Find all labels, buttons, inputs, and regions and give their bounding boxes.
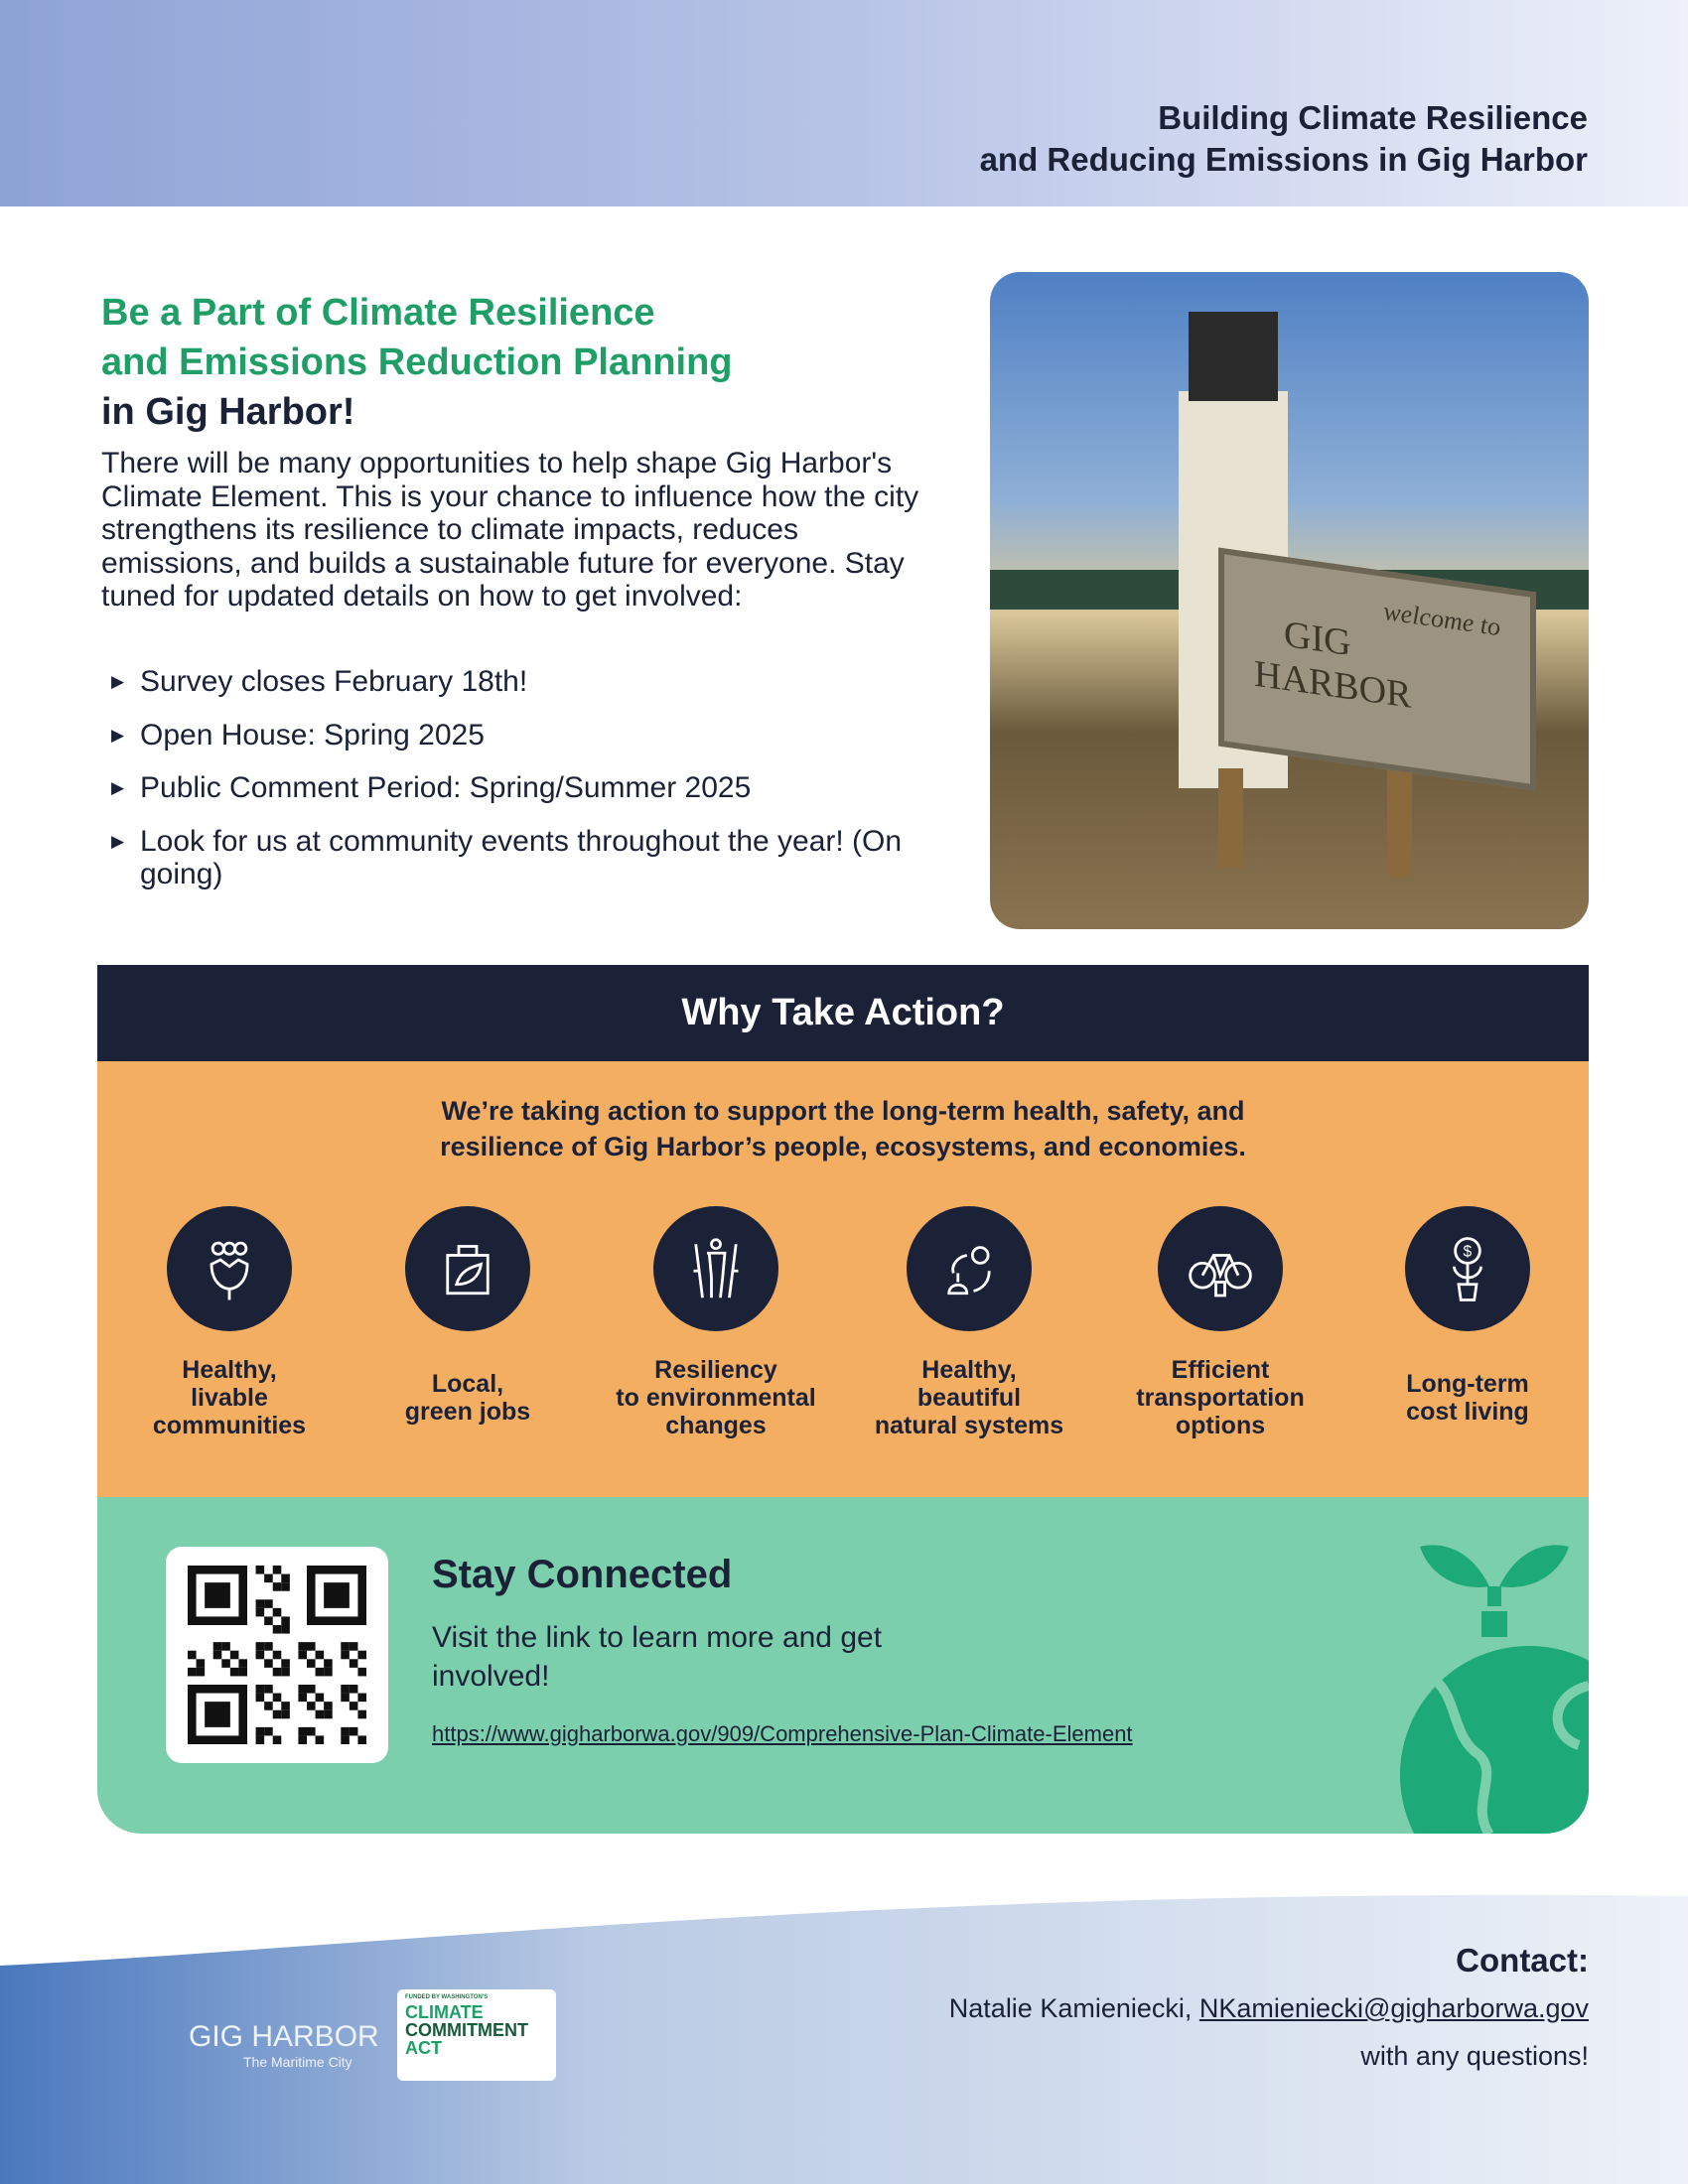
sign-text: HARBOR <box>1254 652 1412 717</box>
list-item-text: Survey closes February 18th! <box>140 665 528 698</box>
sign-text: welcome to <box>1383 596 1500 642</box>
svg-text:$: $ <box>1463 1243 1473 1261</box>
nature-cycle-icon <box>907 1206 1032 1331</box>
lighthouse-lantern <box>1189 312 1278 401</box>
contact-label: Contact: <box>1456 1942 1589 1979</box>
benefit-label: Healthy, livable communities <box>152 1356 307 1439</box>
list-item <box>111 825 935 891</box>
logo-subtext: The Maritime City <box>243 2054 352 2070</box>
stay-connected-title: Stay Connected <box>432 1553 733 1596</box>
triangle-bullet-icon: ▶ <box>111 725 125 745</box>
intro-paragraph: There will be many opportunities to help shape Gig Harbor's Climate Element. This is your chance to influence how the city strengthens its resilience to climate impacts, reduces emissions, and builds a sustainable future for everyone. Stay tuned for updated details on how to get involved: <box>101 447 919 613</box>
contact-email-link[interactable]: NKamieniecki@gigharborwa.gov <box>1198 1993 1589 2023</box>
logo-text: FUNDED BY WASHINGTON'S <box>405 1994 489 2000</box>
benefit-label: Local, green jobs <box>404 1370 531 1426</box>
triangle-bullet-icon: ▶ <box>111 672 125 691</box>
contact-line <box>949 1993 1589 2024</box>
community-flower-icon <box>167 1206 292 1331</box>
climate-commitment-act-logo <box>397 1989 556 2081</box>
contact-name: Natalie Kamieniecki, <box>948 1993 1193 2023</box>
contact-questions: with any questions! <box>1360 2041 1589 2071</box>
heading-line3: in Gig Harbor! <box>101 391 355 433</box>
post <box>1387 768 1412 878</box>
header-title-line1: Building Climate Resilience <box>1158 99 1588 136</box>
heading-line1: Be a Part of Climate Resilience <box>101 292 655 334</box>
logo-text: ACT <box>405 2038 442 2058</box>
stay-connected-text: Visit the link to learn more and get involved! <box>432 1621 883 1693</box>
event-list <box>111 665 935 911</box>
list-item <box>111 665 935 699</box>
lighthouse-photo <box>990 272 1589 929</box>
header-banner <box>0 0 1688 206</box>
benefit-item <box>110 1206 349 1442</box>
climate-element-link[interactable]: https://www.gigharborwa.gov/909/Comprehensive-Plan-Climate-Element <box>432 1721 1133 1746</box>
why-title: Why Take Action? <box>97 965 1589 1061</box>
benefit-item <box>1101 1206 1339 1442</box>
gig-harbor-logo <box>99 2020 379 2070</box>
benefit-item <box>850 1206 1088 1442</box>
logo-text: COMMITMENT <box>405 2020 528 2040</box>
benefit-label: Long-term cost living <box>1406 1370 1529 1426</box>
qr-code-icon <box>188 1566 366 1744</box>
heading-line2: and Emissions Reduction Planning <box>101 341 733 383</box>
stay-connected-section <box>97 1497 1589 1834</box>
list-item-text: Public Comment Period: Spring/Summer 2025 <box>140 771 752 804</box>
footer <box>0 1886 1688 2184</box>
globe-sprout-icon <box>1350 1517 1589 1834</box>
post <box>1218 768 1243 868</box>
header-title-line2: and Reducing Emissions in Gig Harbor <box>979 141 1588 178</box>
money-plant-icon <box>1405 1206 1530 1331</box>
page-heading <box>101 288 733 437</box>
logo-text: CLIMATE <box>405 2002 484 2022</box>
why-intro <box>97 1093 1589 1164</box>
green-briefcase-icon <box>405 1206 530 1331</box>
list-item-text: Look for us at community events throughout the year! (On going) <box>140 824 903 890</box>
list-item <box>111 719 935 752</box>
why-section <box>97 1061 1589 1497</box>
bicycle-icon <box>1158 1206 1283 1331</box>
benefit-label: Healthy, beautiful natural systems <box>874 1356 1064 1439</box>
triangle-bullet-icon: ▶ <box>111 831 125 851</box>
logo-text: GIG HARBOR <box>189 2020 379 2053</box>
list-item-text: Open House: Spring 2025 <box>140 718 485 751</box>
benefit-item <box>349 1206 587 1442</box>
resilient-person-icon <box>653 1206 778 1331</box>
sign-text: GIG <box>1284 613 1351 665</box>
list-item <box>111 771 935 805</box>
benefit-item <box>597 1206 835 1442</box>
benefit-label: Efficient transportation options <box>1136 1356 1305 1439</box>
triangle-bullet-icon: ▶ <box>111 778 125 797</box>
qr-code[interactable] <box>166 1547 388 1763</box>
benefit-label: Resiliency to environmental changes <box>616 1356 816 1439</box>
why-intro-text: We’re taking action to support the long-term health, safety, and resilience of Gig Harbor’s people, ecosystems, and economies. <box>440 1096 1246 1161</box>
benefit-item <box>1348 1206 1587 1442</box>
